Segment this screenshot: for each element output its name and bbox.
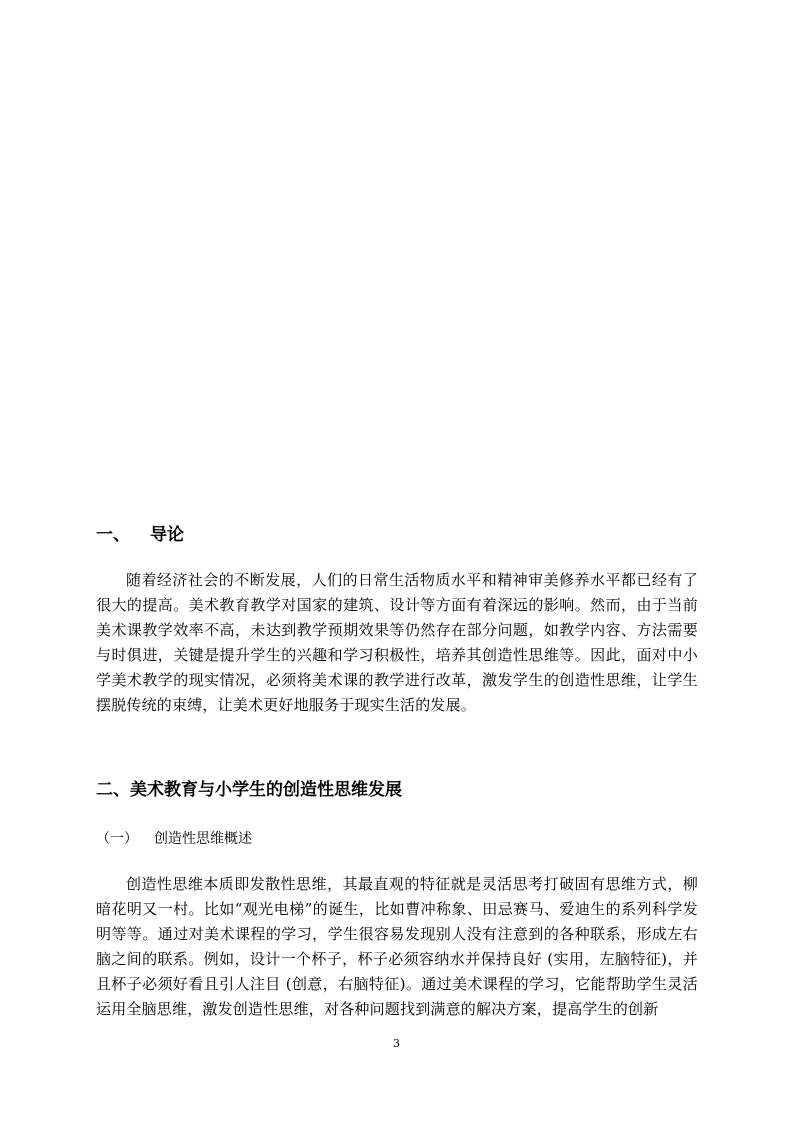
subsection-number: （一）: [96, 831, 138, 847]
section-heading-intro: [96, 524, 184, 546]
creative-thinking-paragraph: 创造性思维本质即发散性思维，其最直观的特征就是灵活思考打破固有思维方式，柳暗花明又一村。比如“观光电梯”的诞生，比如曹冲称象、田忌赛马、爱迪生的系列科学发明等等。通过对美术课程的学习，学生很容易发现别人没有注意到的各种联系，形成左右脑之间的联系。例如，设计一个杯子，杯子必须容纳水并保持良好 (实用，左脑特征)，并且杯子必须好看且引人注目 (创意，右脑特征)。通过美术课程的学习，它能帮助学生灵活运用全脑思维，激发创造性思维，对各种问题找到满意的解决方案，提高学生的创新: [96, 875, 698, 1018]
intro-paragraph: 随着经济社会的不断发展，人们的日常生活物质水平和精神审美修养水平都已经有了很大的提高。美术教育教学对国家的建筑、设计等方面有着深远的影响。然而，由于当前美术课教学效率不高，未达到教学预期效果等仍然存在部分问题，如教学内容、方法需要与时俱进，关键是提升学生的兴趣和学习积极性，培养其创造性思维等。因此，面对中小学美术教学的现实情况，必须将美术课的教学进行改革，激发学生的创造性思维，让学生摆脱传统的束缚，让美术更好地服务于现实生活的发展。: [96, 571, 698, 714]
section-number: 二、: [96, 780, 130, 800]
section-number: 一、: [96, 525, 130, 545]
subsection-title: 创造性思维概述: [154, 831, 252, 847]
section-heading-art-education: [96, 779, 402, 801]
page-number: 3: [393, 1037, 400, 1050]
section-title: 导论: [150, 525, 184, 545]
section-title: 美术教育与小学生的创造性思维发展: [130, 780, 402, 800]
subsection-heading: [96, 829, 252, 849]
